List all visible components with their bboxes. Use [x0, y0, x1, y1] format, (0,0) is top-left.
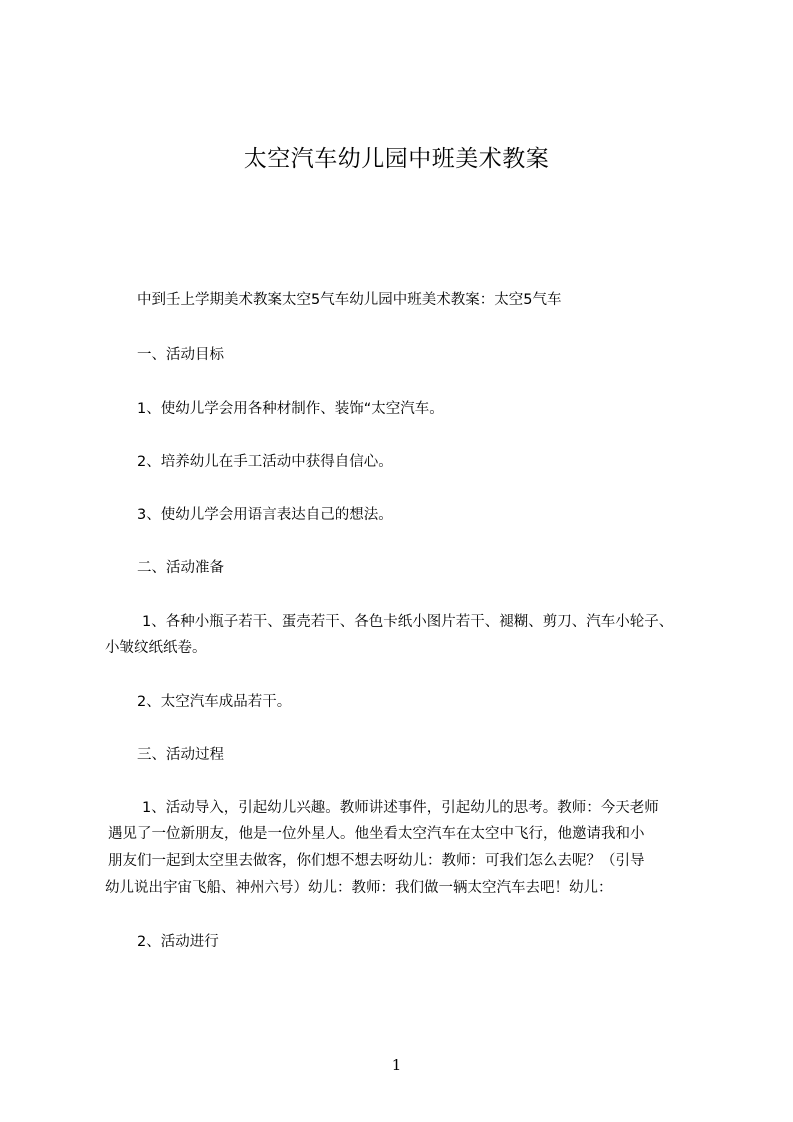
page-number: 1 [391, 1056, 402, 1074]
section-heading-goals: 一、活动目标 [137, 347, 224, 363]
intro-line: 中到壬上学期美术教案太空5气车幼儿园中班美术教案：太空5气车 [137, 292, 562, 308]
process-paragraph-line: 1、活动导入，引起幼儿兴趣。教师讲述事件，引起幼儿的思考。教师：今天老师 [142, 800, 659, 816]
process-paragraph-line: 朋友们一起到太空里去做客，你们想不想去呀幼儿：教师：可我们怎么去呢？（引导 [108, 853, 645, 869]
process-paragraph-line: 幼儿说出宇宙飞船、神州六号）幼儿：教师：我们做一辆太空汽车去吧！幼儿： [105, 880, 613, 896]
goal-item: 2、培养幼儿在手工活动中获得自信心。 [137, 454, 393, 470]
process-item: 2、活动进行 [137, 934, 219, 950]
preparation-item-line: 小皱纹纸纸卷。 [105, 640, 207, 656]
preparation-item-line: 1、各种小瓶子若干、蛋壳若干、各色卡纸小图片若干、褪糊、剪刀、汽车小轮子、 [142, 614, 674, 630]
document-title: 太空汽车幼儿园中班美术教案 [243, 146, 550, 172]
section-heading-process: 三、活动过程 [137, 747, 224, 763]
section-heading-preparation: 二、活动准备 [137, 560, 224, 576]
preparation-item: 2、太空汽车成品若干。 [137, 694, 292, 710]
goal-item: 3、使幼儿学会用语言表达自己的想法。 [137, 507, 393, 523]
goal-item: 1、使幼儿学会用各种材制作、装饰“太空汽车。 [137, 401, 444, 417]
process-paragraph-line: 遇见了一位新朋友，他是一位外星人。他坐看太空汽车在太空中飞行，他邀请我和小 [108, 826, 645, 842]
